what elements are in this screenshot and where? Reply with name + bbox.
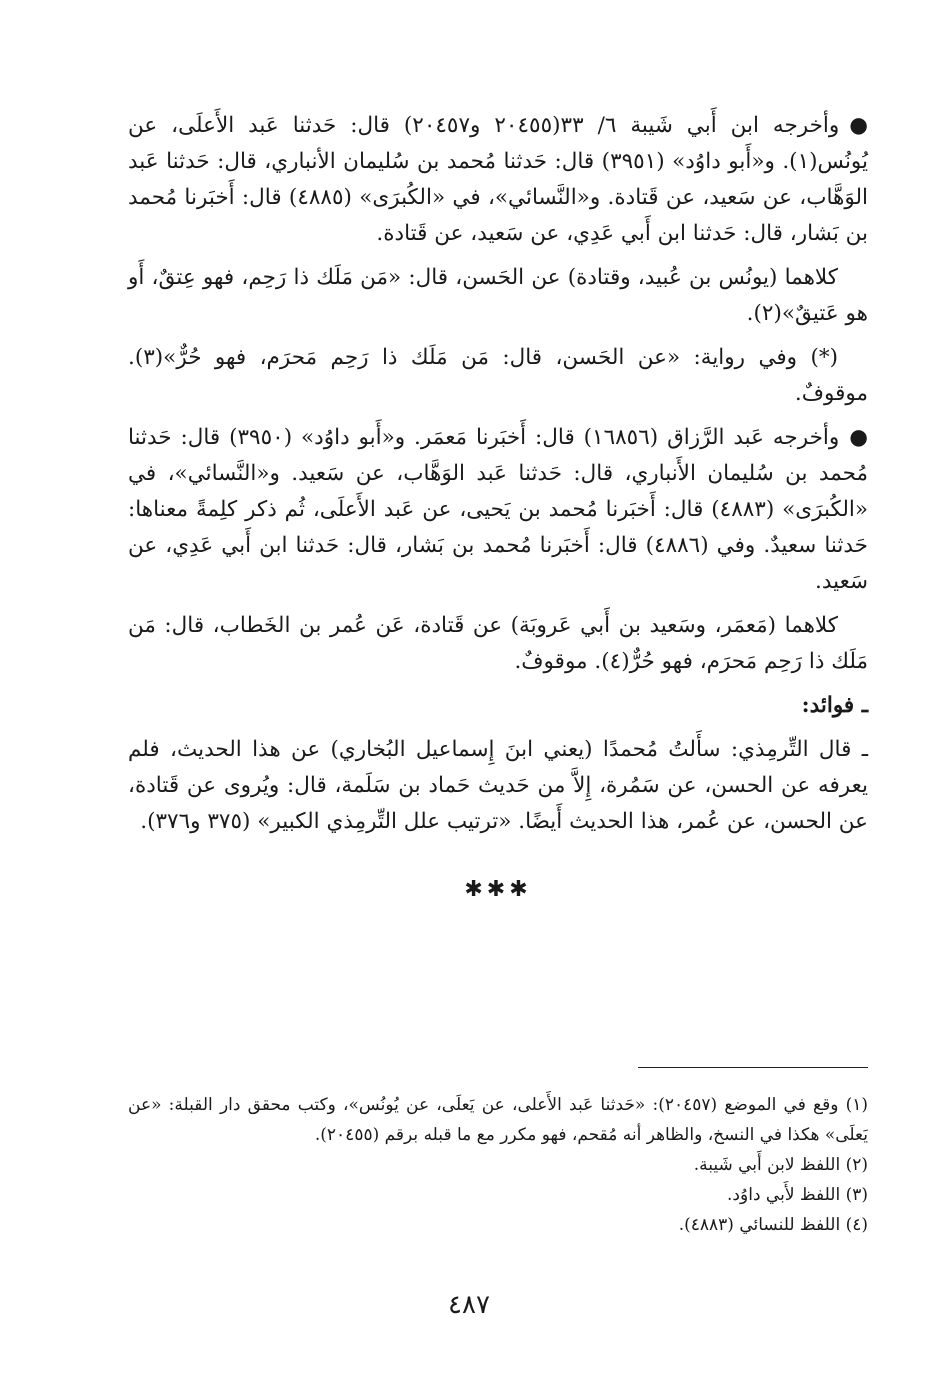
benefits-heading: ـ فوائد: — [801, 693, 868, 718]
paragraph-3 — [128, 340, 868, 412]
paragraph-5-text: كلاهما (مَعمَر، وسَعيد بن أَبي عَروبَة) عن قَتادة، عَن عُمر بن الخَطاب، قال: مَن مَلَك ذا رَحِم مَحرَم، فهو حُرٌّ(٤). موقوفٌ. — [128, 613, 868, 674]
paragraph-2 — [128, 260, 868, 332]
paragraph-5 — [128, 608, 868, 680]
footnote-1: (١) وقع في الموضع (٢٠٤٥٧): «حَدثنا عَبد الأَعلى، عن يَعلَى، عن يُونُس»، وكتب محقق دار القبلة: «عن يَعلَى» هكذا في النسخ، والظاهر أنه مُقحم، فهو مكرر مع ما قبله برقم (٢٠٤٥٥). — [128, 1095, 869, 1145]
paragraph-4-text: وأخرجه عَبد الرَّزاق (١٦٨٥٦) قال: أَخبَرنا مَعمَر. و«أَبو داوُد» (٣٩٥٠) قال: حَدثنا مُحمد بن سُليمان الأَنباري، قال: حَدثنا عَبد الوَهَّاب، عن سَعيد. و«النَّسائي»، في «الكُبرَى» (٤٨٨٣) قال: أَخبَرنا مُحمد بن يَحيى، عن عَبد الأَعلَى، ثُم ذكر كلِمةً معناها: حَدثنا سعيدٌ. وفي (٤٨٨٦) قال: أَخبَرنا مُحمد بن بَشار، قال: حَدثنا ابن أَبي عَدِي، عن سَعيد. — [128, 425, 868, 594]
paragraph-3-text: (*) وفي رواية: «عن الحَسن، قال: مَن مَلَك ذا رَحِم مَحرَم، فهو حُرٌّ»(٣). موقوفٌ. — [128, 345, 868, 406]
paragraph-1-text: وأخرجه ابن أَبي شَيبة ٦/ ٣٣(٢٠٤٥٥ و٢٠٤٥٧) قال: حَدثنا عَبد الأَعلَى، عن يُونُس(١). و«أَبو داوُد» (٣٩٥١) قال: حَدثنا مُحمد بن سُليمان الأنباري، قال: حَدثنا عَبد الوَهَّاب، عن سَعيد، عن قَتادة. و«النَّسائي»، في «الكُبرَى» (٤٨٨٥) قال: أَخبَرنا مُحمد بن بَشار، قال: حَدثنا ابن أَبي عَدِي، عن سَعيد، عن قَتادة. — [128, 113, 869, 246]
section-separator: ✱✱✱ — [464, 877, 532, 902]
footnote-3: (٣) اللفظ لأَبي داوُد. — [727, 1185, 868, 1205]
main-text — [128, 108, 868, 938]
page-number: ٤٨٧ — [448, 1290, 490, 1320]
bullet-icon: ● — [849, 425, 868, 450]
footnotes — [128, 1090, 868, 1240]
paragraph-1 — [128, 108, 868, 252]
paragraph-2-text: كلاهما (يونُس بن عُبيد، وقتادة) عن الحَسن، قال: «مَن مَلَك ذا رَحِم، فهو عِتقٌ، أَو هو عَتيقٌ»(٢). — [128, 265, 868, 326]
footnote-divider — [638, 1067, 868, 1068]
benefits-text: ـ قال التِّرمِذي: سأَلتُ مُحمدًا (يعني ابنَ إِسماعيل البُخاري) عن هذا الحديث، فلم يعرفه عن الحسن، عن سَمُرة، إِلاَّ من حَديث حَماد بن سَلَمة، قال: ويُروى عن قَتادة، عن الحسن، عن عُمر، هذا الحديث أَيضًا. «ترتيب علل التِّرمِذي الكبير» (٣٧٥ و٣٧٦). — [128, 737, 868, 834]
bullet-icon: ● — [849, 113, 869, 138]
footnote-4: (٤) اللفظ للنسائي (٤٨٨٣). — [678, 1215, 868, 1235]
footnote-2: (٢) اللفظ لابن أَبي شَيبة. — [693, 1155, 868, 1175]
paragraph-4 — [128, 420, 868, 600]
